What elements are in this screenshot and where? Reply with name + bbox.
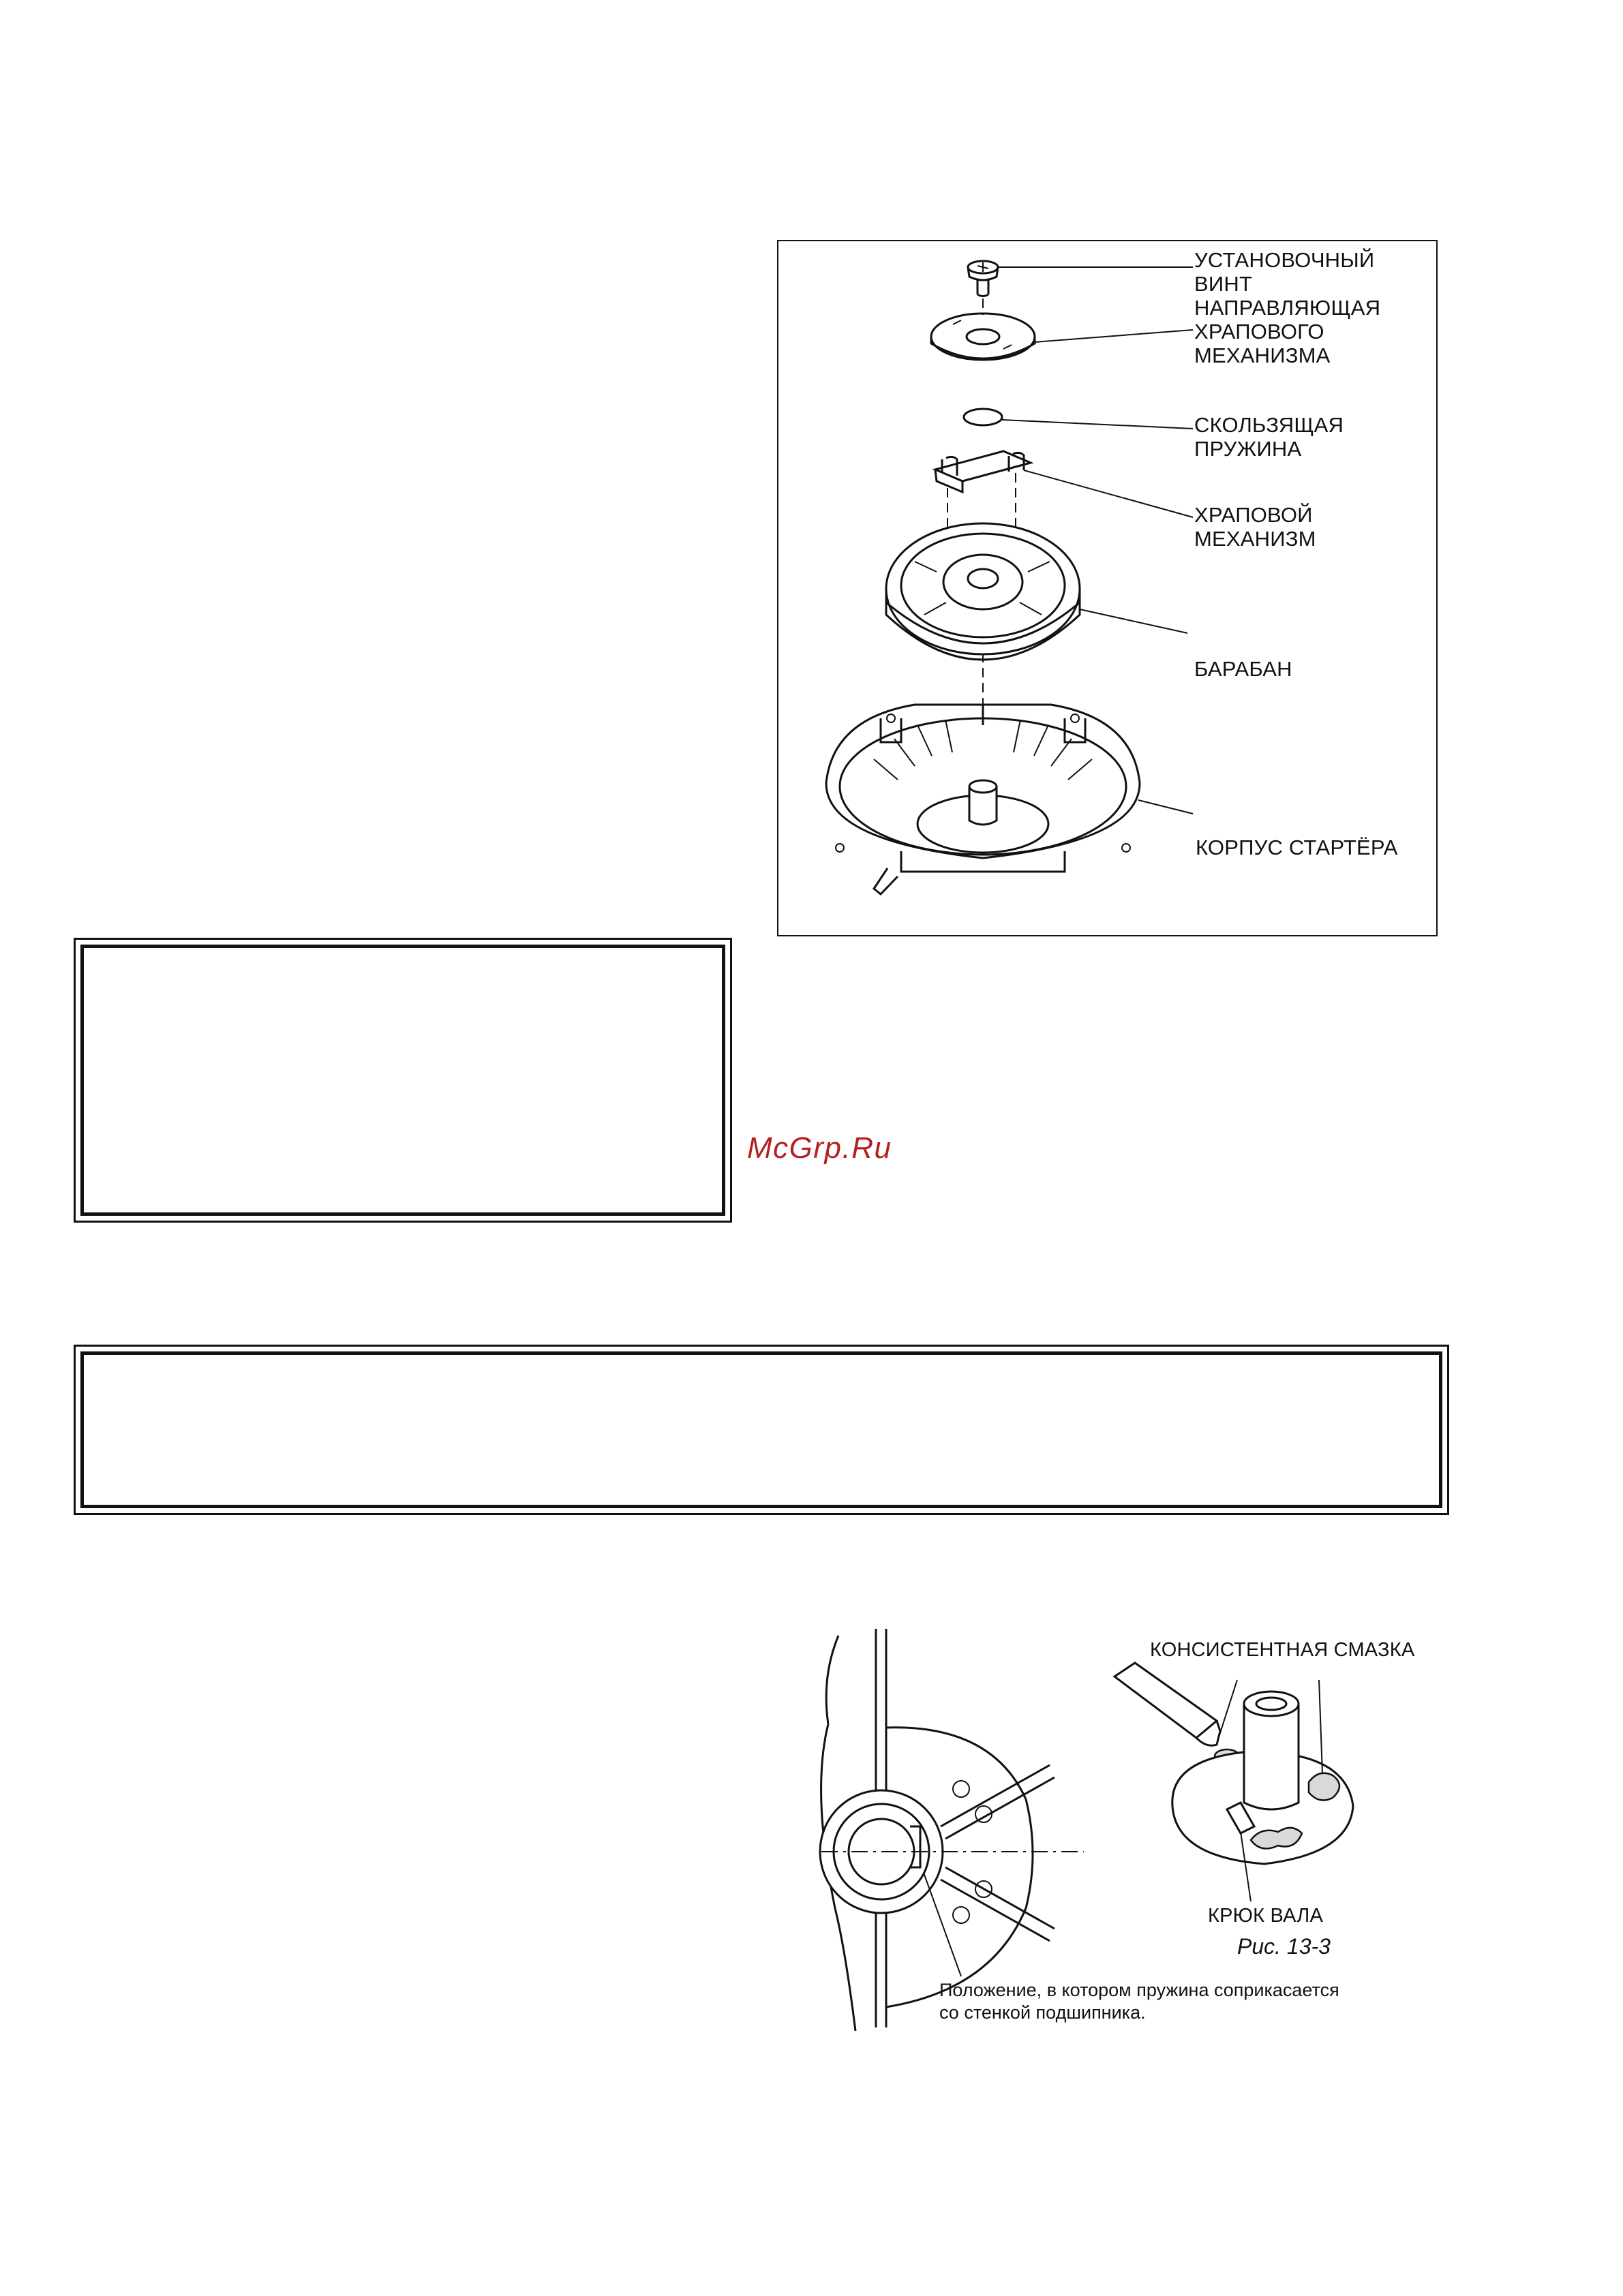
exploded-view-figure (777, 240, 1438, 936)
ratchet-label: ХРАПОВОЙ МЕХАНИЗМ (1194, 503, 1316, 551)
notice-box-small (74, 938, 732, 1223)
notice-box-small-inner (80, 945, 725, 1216)
shaft-hook-label: КРЮК ВАЛА (1208, 1905, 1324, 1927)
spring-grease-figure (815, 1622, 1442, 2045)
grease-shaft-detail (1114, 1663, 1353, 1901)
starter-case-label: КОРПУС СТАРТЁРА (1196, 836, 1398, 859)
friction-spring-label: СКОЛЬЗЯЩАЯ ПРУЖИНА (1194, 413, 1344, 461)
ratchet-part (935, 451, 1031, 492)
watermark: McGrp.Ru (747, 1131, 892, 1165)
grease-label: КОНСИСТЕНТНАЯ СМАЗКА (1150, 1639, 1415, 1661)
reel-part (886, 523, 1080, 660)
set-screw-label: УСТАНОВОЧНЫЙ ВИНТ (1194, 248, 1375, 296)
reel-label: БАРАБАН (1194, 657, 1292, 681)
bearing-detail (820, 1629, 1084, 2031)
set-screw-part (968, 261, 998, 296)
starter-case-part (826, 705, 1140, 894)
friction-spring-part (964, 409, 1002, 425)
notice-box-wide-inner (80, 1351, 1442, 1508)
spring-position-note: Положение, в котором пружина соприкасается со стенкой подшипника. (939, 1980, 1339, 2023)
notice-box-wide (74, 1345, 1449, 1515)
ratchet-guide-label: НАПРАВЛЯЮЩАЯ ХРАПОВОГО МЕХАНИЗМА (1194, 296, 1381, 367)
figure-caption: Рис. 13-3 (1237, 1934, 1331, 1959)
ratchet-guide-part (931, 313, 1035, 360)
